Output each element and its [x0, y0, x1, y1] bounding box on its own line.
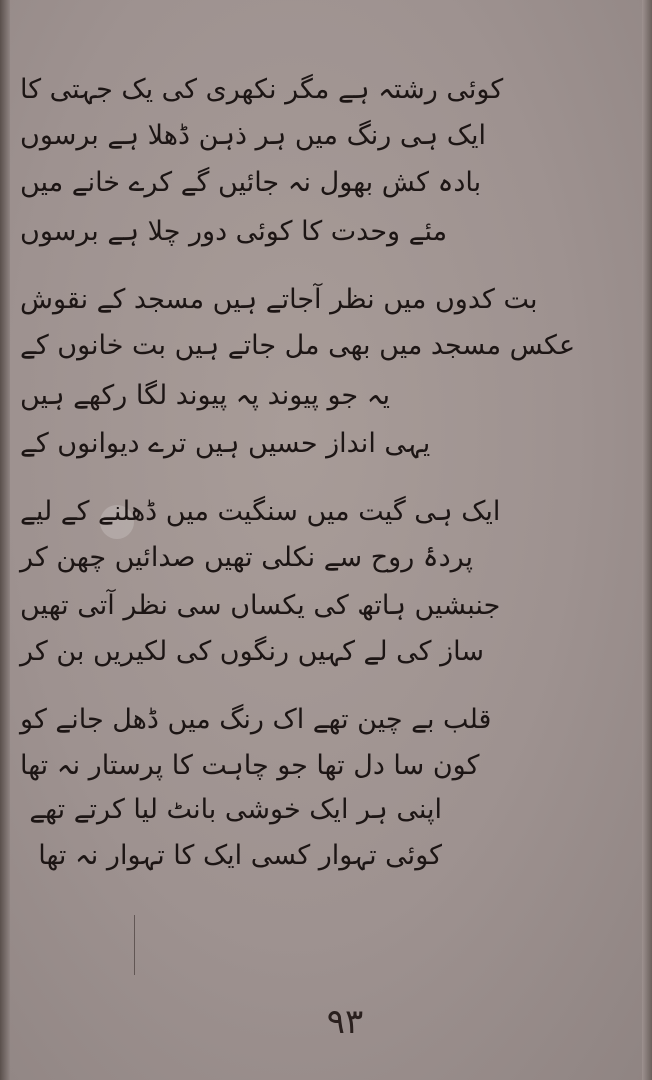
poem-line: قلب بے چین تھے اک رنگ میں ڈھل جانے کو [20, 704, 492, 735]
poem-line: ایک ہی گیت میں سنگیت میں ڈھلنے کے لیے [20, 496, 501, 527]
poem-line: بت کدوں میں نظر آجاتے ہیں مسجد کے نقوش [20, 284, 538, 315]
poem-line: اپنی ہر ایک خوشی بانٹ لیا کرتے تھے [29, 794, 442, 825]
poem-line: ایک ہی رنگ میں ہر ذہن ڈھلا ہے برسوں [20, 120, 486, 151]
poem-line: مئے وحدت کا کوئی دور چلا ہے برسوں [20, 216, 448, 247]
poem-line: بادہ کش بھول نہ جائیں گے کرے خانے میں [20, 167, 482, 198]
poem-line: کون سا دل تھا جو چاہت کا پرستار نہ تھا [20, 750, 480, 781]
page-left-shadow [0, 0, 10, 1080]
poem-line: کوئی رشتہ ہے مگر نکھری کی یک جہتی کا [20, 74, 504, 105]
poem-line: عکس مسجد میں بھی مل جاتے ہیں بت خانوں کے [20, 330, 576, 361]
poem-line: یہی انداز حسیں ہیں ترے دیوانوں کے [20, 428, 431, 459]
poem-line: پردۂ روح سے نکلی تھیں صدائیں چھن کر [20, 542, 474, 573]
poem-line: ساز کی لے کہیں رنگوں کی لکیریں بن کر [20, 636, 484, 667]
page-right-shadow [642, 0, 652, 1080]
poem-line: یہ جو پیوند پہ پیوند لگا رکھے ہیں [20, 380, 391, 411]
page-number: ۹۳ [326, 1002, 364, 1042]
paper-scratch [134, 915, 135, 975]
poem-line: کوئی تہوار کسی ایک کا تہوار نہ تھا [38, 840, 442, 871]
poem-line: جنبشیں ہاتھ کی یکساں سی نظر آتی تھیں [20, 590, 501, 621]
